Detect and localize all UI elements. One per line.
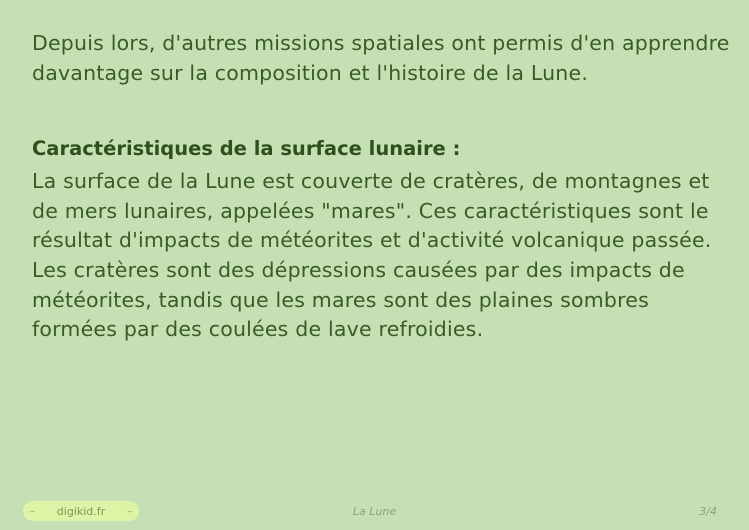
brand-label: digikid.fr <box>56 504 106 518</box>
section-paragraph: La surface de la Lune est couverte de cratères, de montagnes et de mers lunaires, appelées "mares". Ces caractéristiques sont le résultat d'impacts de météorites et d'activité volcanique passée. Les cratères sont des dépressions causées par des impacts de météorites, tandis que les mares sont des plaines sombres formées par des coulées de lave refroidies. <box>32 169 712 342</box>
page-number: 3/4 <box>699 505 717 518</box>
slide-content <box>32 29 732 345</box>
brand-left-mark: – <box>30 505 35 517</box>
section-heading: Caractéristiques de la surface lunaire : <box>32 137 461 161</box>
brand-right-mark: – <box>126 505 132 517</box>
intro-paragraph: Depuis lors, d'autres missions spatiales ont permis d'en apprendre davantage sur la composition et l'histoire de la Lune. <box>32 31 730 85</box>
footer-title: La Lune <box>352 505 397 518</box>
